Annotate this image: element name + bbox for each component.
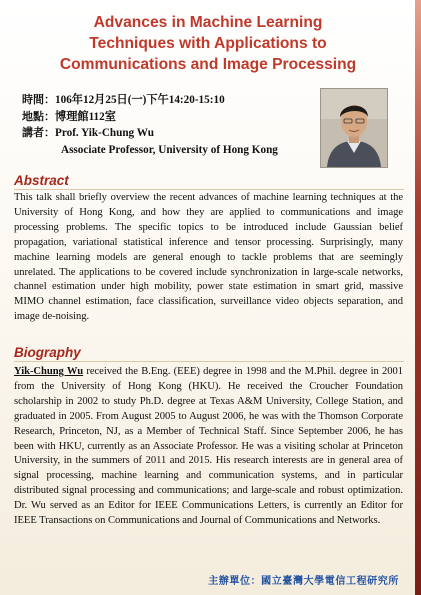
talk-details — [22, 92, 312, 158]
talk-title-line-1: Advances in Machine Learning — [93, 14, 323, 31]
speaker-portrait-icon — [321, 89, 387, 167]
biography-heading: Biography — [14, 345, 404, 362]
time-row — [22, 92, 312, 109]
speaker-row — [22, 125, 312, 142]
decorative-side-bar — [415, 0, 421, 595]
talk-title-line-2: Techniques with Applications to — [89, 35, 327, 52]
time-value: 106年12月25日(一)下午14:20-15:10 — [55, 94, 225, 106]
place-row — [22, 109, 312, 126]
speaker-title-row — [22, 142, 312, 159]
talk-title — [6, 12, 410, 75]
place-value: 博理館112室 — [55, 110, 116, 123]
organizer: 主辦單位：國立臺灣大學電信工程研究所 — [208, 576, 399, 587]
biography-body: received the B.Eng. (EEE) degree in 1998 and the M.Phil. degree in 2001 from the University of Hong Kong (HKU). He received the Croucher Foundation scholarship in 2002 to study Ph.D. degree at Texas A&M University, College Station, and graduated in 2005. From August 2005 to August 2006, he was with the Thomson Corporate Research, Princeton, NJ, as a Member of Technical Staff. Since September 2006, he has been with HKU, currently as an Associate Professor. He was a visiting scholar at Princeton University, in the summers of 2011 and 2015. His research interests are in general area of signal processing, machine learning and communication systems, and in particular distributed signal processing and communications; and large-scale and robust optimization. Dr. Wu served as an Editor for IEEE Communications Letters, is currently an Editor for IEEE Transactions on Communications and Journal of Communications and Networks. — [14, 366, 403, 527]
speaker-title: Associate Professor, University of Hong Kong — [61, 143, 278, 156]
abstract-heading: Abstract — [14, 173, 404, 190]
biography-text — [14, 365, 403, 529]
biography-speaker-name: Yik-Chung Wu — [14, 366, 84, 377]
speaker-name: Prof. Yik-Chung Wu — [55, 127, 154, 139]
speaker-label: 講者： — [22, 126, 55, 139]
talk-title-line-3: Communications and Image Processing — [59, 56, 357, 73]
abstract-text: This talk shall briefly overview the recent advances of machine learning techniques at the University of Hong Kong, and how they are applied to communications and image processing problems. The specific topics to be introduced include Gaussian belief propagation, variational statistical inference and tensor processing. Surprisingly, many machine learning models are general enough to tackle problems that are seemingly unrelated. The applications to be covered include synchronization in large-scale networks, channel estimation under high mobility, power state estimation in smart grid, massive MIMO channel estimation, face classification, surveillance video objects separation, and image de-noising. — [14, 192, 403, 323]
speaker-photo — [320, 88, 388, 168]
time-label: 時間： — [22, 93, 55, 106]
place-label: 地點： — [22, 109, 55, 123]
